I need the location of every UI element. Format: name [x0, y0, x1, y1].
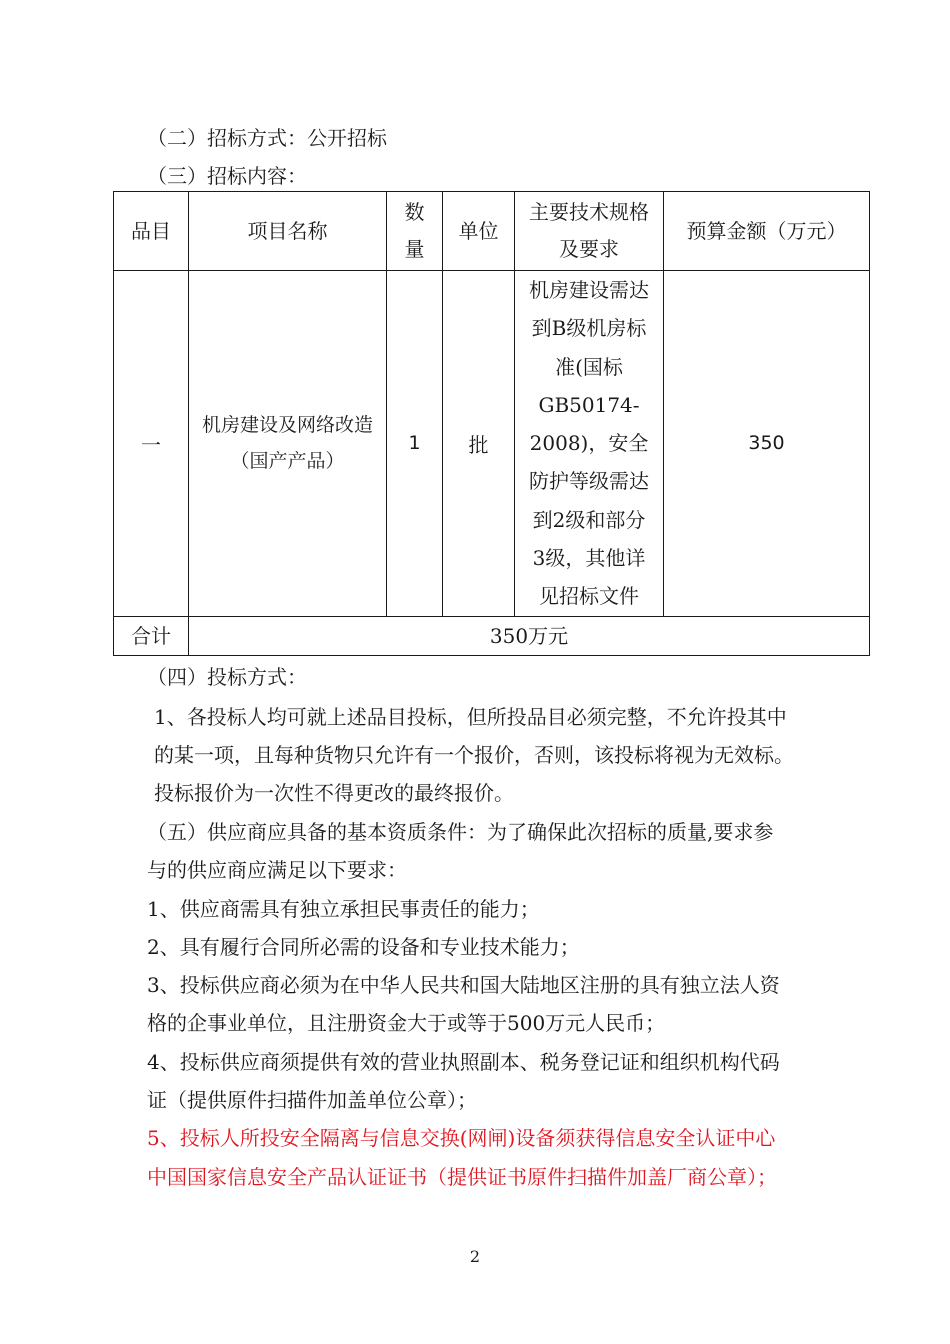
- total-value: 350万元: [189, 616, 870, 655]
- requirement-5-line-2: 中国国家信息安全产品认证证书（提供证书原件扫描件加盖厂商公章）；: [147, 1165, 777, 1189]
- header-name: 项目名称: [189, 192, 387, 271]
- requirement-1: 1、供应商需具有独立承担民事责任的能力；: [147, 897, 540, 921]
- header-item: 品目: [114, 192, 189, 271]
- header-spec-line-2: 及要求: [559, 237, 619, 261]
- cell-name: [189, 271, 387, 617]
- cell-quantity: 1: [387, 271, 443, 617]
- total-label: 合计: [114, 616, 189, 655]
- requirement-3-line-1: 3、投标供应商必须为在中华人民共和国大陆地区注册的具有独立法人资: [147, 973, 780, 997]
- section-5-qualifications-line-1: （五）供应商应具备的基本资质条件：为了确保此次招标的质量,要求参: [147, 820, 774, 844]
- spec-line: 防护等级需达: [529, 469, 649, 494]
- section-4-paragraph-line-1: 1、各投标人均可就上述品目投标，但所投品目必须完整，不允许投其中: [154, 705, 787, 729]
- header-quantity: [387, 192, 443, 271]
- spec-line: 机房建设需达: [529, 278, 649, 302]
- header-quantity-line-2: 量: [404, 237, 425, 261]
- bidding-content-table: [113, 191, 870, 656]
- spec-line: GB50174-: [538, 392, 640, 417]
- spec-line: 2008)，安全: [529, 431, 649, 456]
- requirement-2: 2、具有履行合同所必需的设备和专业技术能力；: [147, 935, 580, 959]
- table-total-row: [114, 616, 870, 655]
- section-4-paragraph-line-2: 的某一项，且每种货物只允许有一个报价，否则，该投标将视为无效标。: [154, 743, 794, 767]
- section-5-qualifications-line-2: 与的供应商应满足以下要求：: [147, 858, 407, 882]
- header-unit: 单位: [443, 192, 515, 271]
- header-spec: [515, 192, 664, 271]
- table-row: [114, 271, 870, 617]
- requirement-5-line-1: 5、投标人所投安全隔离与信息交换(网闸)设备须获得信息安全认证中心: [147, 1126, 776, 1150]
- requirement-4-line-1: 4、投标供应商须提供有效的营业执照副本、税务登记证和组织机构代码: [147, 1050, 780, 1074]
- requirement-3-line-2: 格的企事业单位，且注册资金大于或等于500万元人民币；: [147, 1011, 666, 1035]
- section-2-bidding-method: （二）招标方式：公开招标: [147, 126, 387, 150]
- cell-item: 一: [114, 271, 189, 617]
- spec-line: 到B级机房标: [531, 316, 647, 341]
- page-number: 2: [469, 1247, 481, 1266]
- cell-name-line-1: 机房建设及网络改造: [201, 414, 373, 437]
- requirement-4-line-2: 证（提供原件扫描件加盖单位公章）；: [147, 1088, 477, 1112]
- cell-spec: [515, 271, 664, 617]
- section-4-paragraph-line-3: 投标报价为一次性不得更改的最终报价。: [154, 781, 514, 805]
- spec-line: 3级，其他详: [532, 546, 646, 571]
- header-quantity-line-1: 数: [404, 200, 425, 224]
- spec-line: 到2级和部分: [532, 507, 646, 532]
- header-budget: 预算金额（万元）: [664, 192, 870, 271]
- section-3-bidding-content: （三）招标内容：: [147, 164, 307, 188]
- spec-line: 准(国标: [555, 354, 623, 379]
- section-4-bidding-approach: （四）投标方式：: [147, 665, 307, 689]
- cell-name-line-2: （国产产品）: [230, 450, 345, 473]
- cell-budget: 350: [664, 271, 870, 617]
- spec-line: 见招标文件: [539, 584, 639, 609]
- header-spec-line-1: 主要技术规格: [529, 200, 649, 224]
- cell-unit: 批: [443, 271, 515, 617]
- table-header-row: [114, 192, 870, 271]
